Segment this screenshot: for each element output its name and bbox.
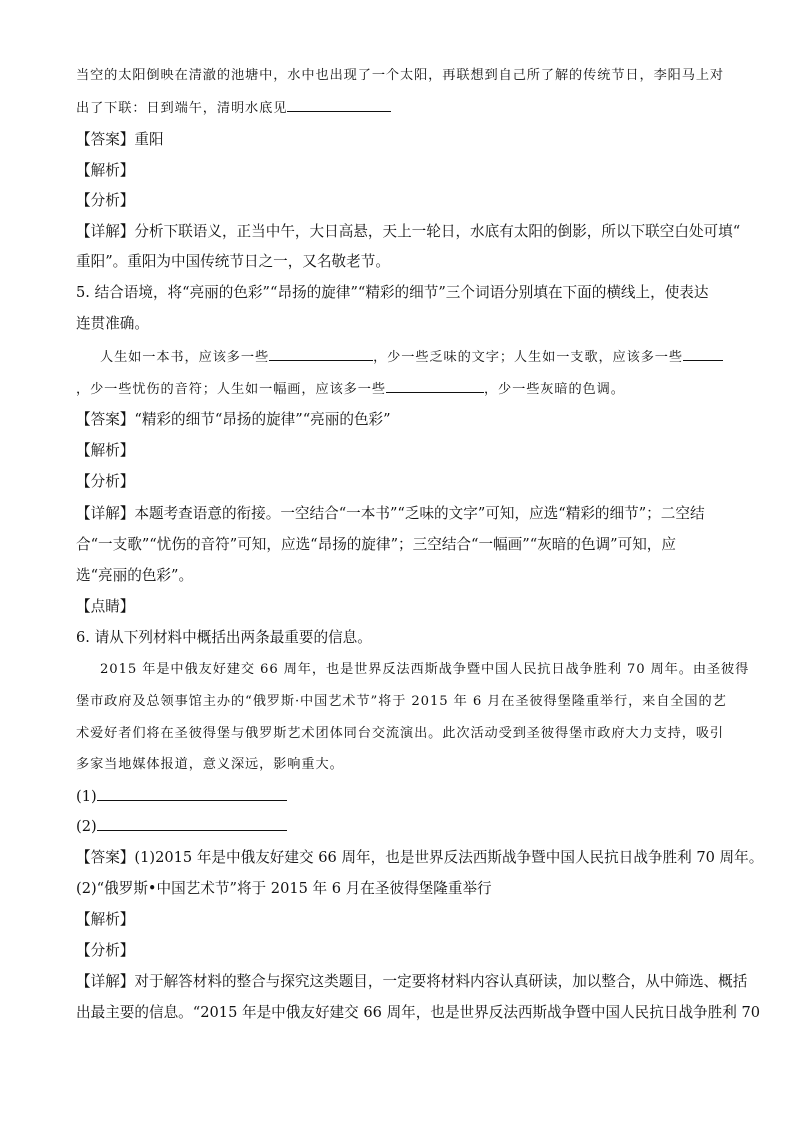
- q6-material-line4: 多家当地媒体报道，意义深远，影响重大。: [76, 757, 344, 772]
- q6-answer-1: (1)2015 年是中俄友好建交 66 周年，也是世界反法西斯战争暨中国人民抗日战争胜利 70 周年。: [134, 849, 764, 866]
- q5-fenxi-heading: 【分析】: [76, 473, 135, 490]
- detail-tag: 【详解】: [76, 223, 135, 240]
- answer-tag: 【答案】: [76, 411, 135, 428]
- q5-passage-a: 人生如一本书，应该多一些: [100, 350, 270, 365]
- answer-tag: 【答案】: [76, 131, 135, 148]
- q5-jiexi-heading: 【解析】: [76, 442, 135, 459]
- q5-detail-line3: 选“亮丽的色彩”。: [76, 567, 194, 584]
- q4-detail-line2: 重阳”。重阳为中国传统节日之一，又名敬老节。: [76, 253, 390, 270]
- q4-couplet-text: 出了下联：日到端午，清明水底见: [76, 101, 288, 116]
- detail-tag: 【详解】: [76, 973, 135, 990]
- q6-material-line2: 堡市政府及总领事馆主办的“俄罗斯·中国艺术节”将于 2015 年 6 月在圣彼得堡隆重举行，来自全国的艺: [76, 694, 727, 709]
- q6-detail-text: 对于解答材料的整合与探究这类题目，一定要将材料内容认真研读，加以整合，从中筛选、概括: [134, 973, 748, 990]
- q5-stem-line1: 5. 结合语境，将“亮丽的色彩”“昂扬的旋律”“精彩的细节”三个词语分别填在下面的横线上，使表达: [76, 284, 709, 301]
- q5-blank-1: [269, 346, 373, 361]
- q6-blank-2: [97, 816, 287, 831]
- q6-blank-label-2: (2): [76, 818, 97, 835]
- q5-detail-text: 本题考查语意的衔接。一空结合“一本书”“乏味的文字”可知，应选“精彩的细节”；二空结: [134, 505, 705, 522]
- q5-blank-3: [386, 378, 484, 393]
- q4-fenxi-heading: 【分析】: [76, 192, 135, 209]
- q5-detail-line1: [76, 504, 726, 524]
- q6-detail-line1: [76, 972, 748, 992]
- q6-material-line1: 2015 年是中俄友好建交 66 周年，也是世界反法西斯战争暨中国人民抗日战争胜利 70 周年。由圣彼得: [100, 662, 750, 677]
- q5-passage-line1: [100, 346, 726, 368]
- q4-detail-text: 分析下联语义，正当中午，大日高悬，天上一轮日，水底有太阳的倒影，所以下联空白处可填“: [134, 223, 741, 240]
- q4-answer: [76, 130, 726, 150]
- q5-passage-b: ，少一些乏味的文字；人生如一支歌，应该多一些: [373, 350, 683, 365]
- q5-answer: [76, 410, 726, 430]
- q6-answer-line2: (2)“俄罗斯•中国艺术节”将于 2015 年 6 月在圣彼得堡隆重举行: [76, 880, 492, 897]
- q5-answer-text: “精彩的细节“昂扬的旋律”“亮丽的色彩”: [134, 411, 391, 428]
- detail-tag: 【详解】: [76, 505, 135, 522]
- q4-stem-line1: 当空的太阳倒映在清澈的池塘中，水中也出现了一个太阳，再联想到自己所了解的传统节日，李阳马上对: [76, 68, 725, 83]
- q4-jiexi-heading: 【解析】: [76, 162, 135, 179]
- q4-stem-line2: [76, 97, 726, 119]
- q6-blank-row-1: [76, 786, 726, 807]
- q5-dianjing-heading: 【点睛】: [76, 598, 135, 615]
- q5-passage-line2: [76, 378, 726, 400]
- q5-stem-line2: 连贯准确。: [76, 315, 149, 332]
- q4-answer-blank: [287, 97, 391, 112]
- q6-fenxi-heading: 【分析】: [76, 942, 135, 959]
- q6-stem: 6. 请从下列材料中概括出两条最重要的信息。: [76, 629, 372, 646]
- q6-detail-line2: 出最主要的信息。“2015 年是中俄友好建交 66 周年，也是世界反法西斯战争暨中国人民抗日战争胜利 70: [76, 1004, 761, 1021]
- q4-detail-line1: [76, 222, 741, 242]
- q5-detail-line2: 合“一支歌”“忧伤的音符”可知，应选“昂扬的旋律”；三空结合“一幅画”“灰暗的色调”可知，应: [76, 536, 676, 553]
- q6-blank-row-2: [76, 816, 726, 837]
- q4-answer-text: 重阳: [134, 131, 164, 148]
- q5-passage-c: ，少一些忧伤的音符；人生如一幅画，应该多一些: [76, 382, 386, 397]
- q5-blank-2: [683, 346, 723, 361]
- q6-answer-line1: [76, 848, 764, 868]
- q6-blank-label-1: (1): [76, 788, 97, 805]
- q6-material-line3: 术爱好者们将在圣彼得堡与俄罗斯艺术团体同台交流演出。此次活动受到圣彼得堡市政府大力支持，吸引: [76, 726, 725, 741]
- q5-passage-d: ，少一些灰暗的色调。: [483, 382, 625, 397]
- q6-blank-1: [97, 786, 287, 801]
- answer-tag: 【答案】: [76, 849, 135, 866]
- q6-jiexi-heading: 【解析】: [76, 911, 135, 928]
